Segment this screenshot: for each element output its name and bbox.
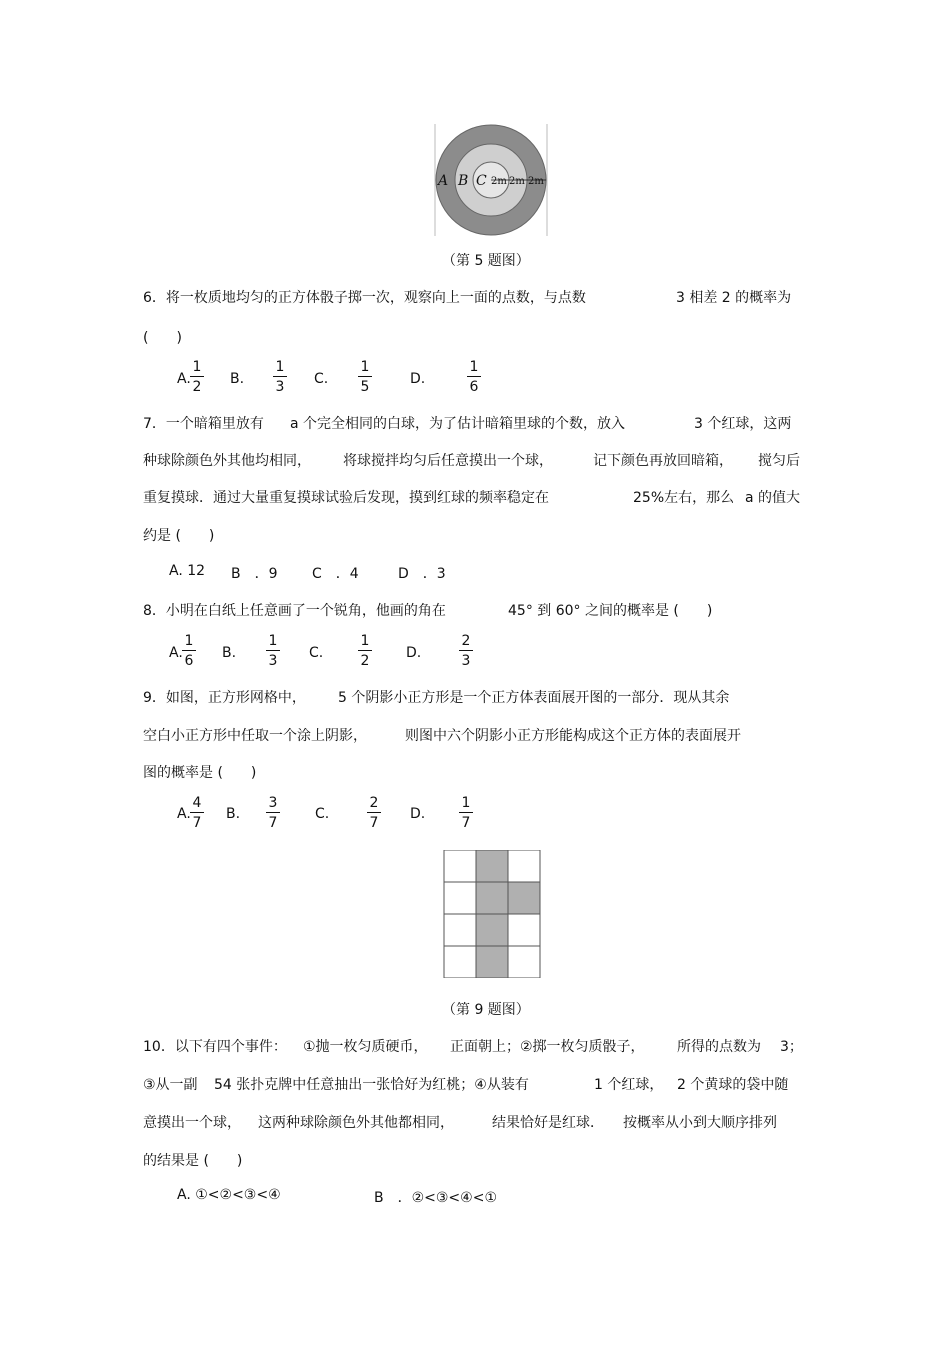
q9-option-b-label: B. [226,806,241,822]
region-c-label: C [476,173,487,189]
radius-label-1: 2m [491,176,507,187]
q10-text-1c: 正面朝上；②掷一枚匀质骰子， [450,1039,645,1055]
q6-option-c-label: C. [314,371,329,387]
grid-cell-shaded [508,882,540,914]
q10-text-1d: 所得的点数为 [677,1039,761,1055]
q8-option-a-fraction: 1 6 [182,633,196,669]
q10-text-3b: 这两种球除颜色外其他都相同， [258,1115,454,1131]
q9-text-3: 图的概率是 ( ) [143,765,257,781]
q7-option-d: D ．3 [398,566,446,582]
q8-option-d-label: D. [406,645,422,661]
q8-option-c-label: C. [309,645,324,661]
q10-option-b: B ．②<③<④<① [374,1190,497,1206]
figure-9-caption: （第 9 题图） [442,1002,530,1018]
q6-option-c-fraction: 1 5 [358,359,372,395]
q9-option-d-label: D. [410,806,426,822]
q7-text-2a: 种球除颜色外其他均相同， [143,453,311,469]
square-grid-diagram [443,850,541,978]
q6-option-b-label: B. [230,371,245,387]
q8-text-1a: 8．小明在白纸上任意画了一个锐角，他画的角在 [143,603,446,619]
q9-option-c-label: C. [315,806,330,822]
q7-text-4: 约是 ( ) [143,528,215,544]
q9-option-b-fraction: 3 7 [266,795,280,831]
q10-text-3d: 按概率从小到大顺序排列 [623,1115,777,1131]
q9-text-2b: 则图中六个阴影小正方形能构成这个正方体的表面展开 [405,728,741,744]
figure-5-caption: （第 5 题图） [442,253,530,269]
q6-option-a-label: A. [177,371,191,387]
q9-option-d-fraction: 1 7 [459,795,473,831]
q10-text-2d: 2 个黄球的袋中随 [677,1077,789,1093]
q10-text-2a: ③从一副 [143,1077,198,1093]
grid-cell-shaded [476,914,508,946]
q7-text-1c: 3 个红球，这两 [694,416,792,432]
q6-text-1b: 3 相差 2 的概率为 [676,290,792,306]
q7-option-b: B ．9 [231,566,278,582]
q9-text-1a: 9．如图，正方形网格中， [143,690,306,706]
grid-cell [444,914,476,946]
q10-text-2b: 54 张扑克牌中任意抽出一张恰好为红桃；④从装有 [214,1077,529,1093]
grid-cell [508,850,540,882]
q7-text-2c: 记下颜色再放回暗箱， [593,453,733,469]
q10-text-2c: 1 个红球， [594,1077,664,1093]
q6-option-a-fraction: 1 2 [190,359,204,395]
q6-text-1a: 6．将一枚质地均匀的正方体骰子掷一次，观察向上一面的点数，与点数 [143,290,586,306]
q10-text-3c: 结果恰好是红球． [492,1115,604,1131]
q8-option-b-label: B. [222,645,237,661]
grid-cell-shaded [476,850,508,882]
q7-option-c: C ．4 [312,566,359,582]
radius-label-2: 2m [509,176,525,187]
q7-text-3b: 25%左右，那么 [633,490,735,506]
q7-text-2b: 将球搅拌均匀后任意摸出一个球， [343,453,553,469]
q10-option-a: A. ①<②<③<④ [177,1187,281,1203]
q9-option-c-fraction: 2 7 [367,795,381,831]
q6-option-d-label: D. [410,371,426,387]
q8-text-1b: 45° 到 60° 之间的概率是 ( ) [508,603,713,619]
grid-cell [508,946,540,978]
q8-option-a-label: A. [169,645,183,661]
region-a-label: A [438,173,449,189]
q10-text-4: 的结果是 ( ) [143,1153,243,1169]
q7-text-3a: 重复摸球．通过大量重复摸球试验后发现，摸到红球的频率稳定在 [143,490,549,506]
figure-5 [433,124,549,236]
q7-option-a: A. 12 [169,563,206,579]
figure-9 [443,850,541,978]
grid-cell-shaded [476,946,508,978]
grid-cell-shaded [476,882,508,914]
region-b-label: B [458,173,469,189]
q10-text-1e: 3； [780,1039,803,1055]
concentric-circles-diagram [433,124,549,236]
grid-cell [444,850,476,882]
q7-text-3c: a 的值大 [745,490,801,506]
q9-option-a-fraction: 4 7 [190,795,204,831]
q10-text-1a: 10．以下有四个事件： [143,1039,287,1055]
q8-option-b-fraction: 1 3 [266,633,280,669]
q9-text-1b: 5 个阴影小正方形是一个正方体表面展开图的一部分．现从其余 [338,690,730,706]
q9-option-a-label: A. [177,806,191,822]
q7-text-1b: a 个完全相同的白球，为了估计暗箱里球的个数，放入 [290,416,626,432]
q7-text-1a: 7．一个暗箱里放有 [143,416,264,432]
radius-label-3: 2m [528,176,544,187]
q7-text-2d: 搅匀后 [758,453,800,469]
grid-cell [444,946,476,978]
q8-option-c-fraction: 1 2 [358,633,372,669]
q6-option-b-fraction: 1 3 [273,359,287,395]
q9-text-2a: 空白小正方形中任取一个涂上阴影， [143,728,367,744]
q6-text-2: ( ) [143,330,182,346]
q6-option-d-fraction: 1 6 [467,359,481,395]
grid-cell [444,882,476,914]
q10-text-1b: ①抛一枚匀质硬币， [303,1039,428,1055]
q10-text-3a: 意摸出一个球， [143,1115,241,1131]
q8-option-d-fraction: 2 3 [459,633,473,669]
grid-cell [508,914,540,946]
